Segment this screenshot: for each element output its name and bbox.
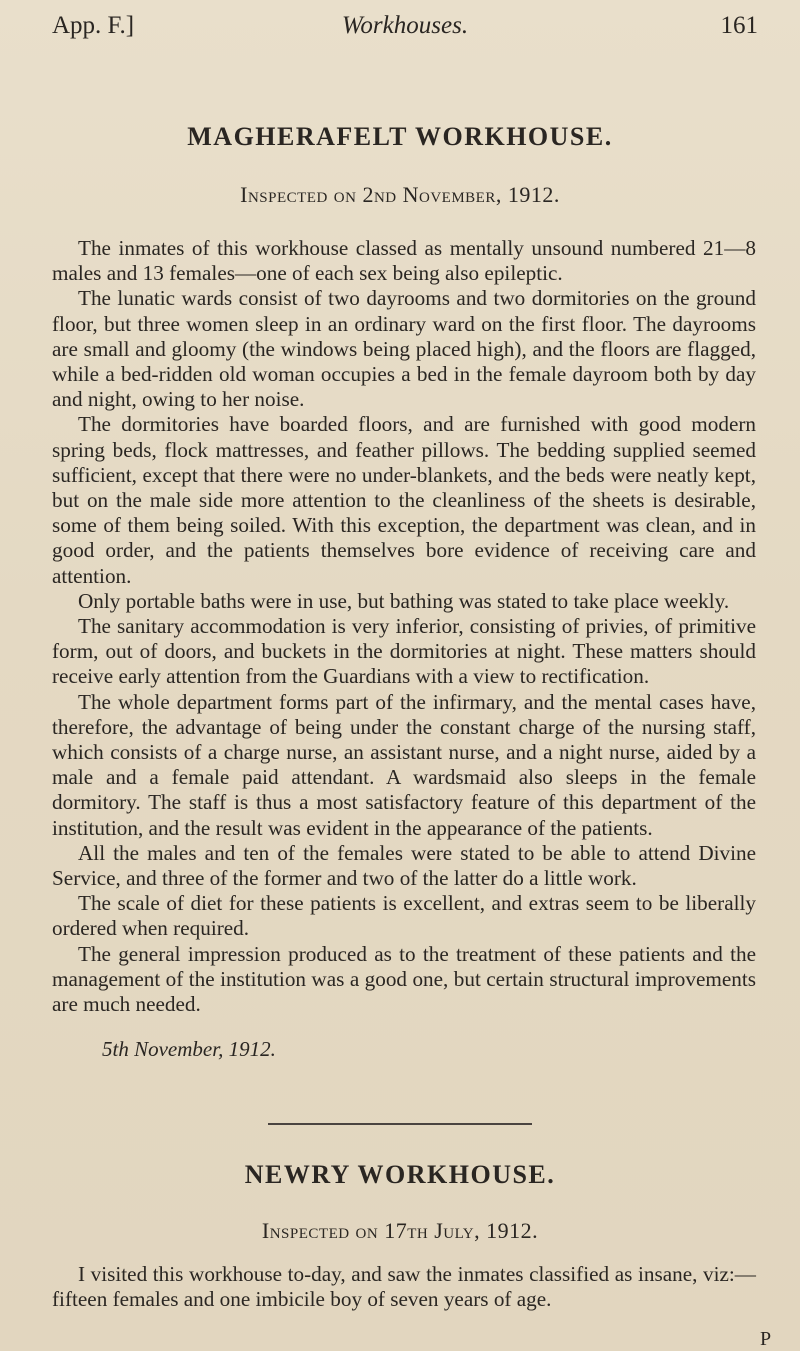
inspection-date-newry: Inspected on 17th July, 1912.	[261, 1218, 539, 1243]
page-number: 161	[720, 12, 758, 39]
section-title-magherafelt: MAGHERAFELT WORKHOUSE.	[187, 122, 613, 151]
paragraph: Only portable baths were in use, but bathing was stated to take place weekly.	[78, 588, 730, 613]
section-title-newry: NEWRY WORKHOUSE.	[244, 1160, 556, 1189]
paragraph: All the males and ten of the females were stated to be able to attend Divine Service, and three of the former and two of the latter do a little work.	[52, 840, 756, 891]
paragraph: I visited this workhouse to-day, and saw the inmates classified as insane, viz:—fifteen females and one imbicile boy of seven years of age.	[52, 1262, 756, 1312]
section-body-magherafelt	[52, 236, 756, 1017]
paragraph: The lunatic wards consist of two dayrooms and two dormitories on the ground floor, but three women sleep in an ordinary ward on the first floor. The dayrooms are small and gloomy (the windows being placed high), and the floors are flagged, while a bed-ridden old woman occupies a bed in the female dayroom both by day and night, owing to her noise.	[52, 286, 756, 412]
inspection-date-magherafelt: Inspected on 2nd November, 1912.	[240, 182, 560, 207]
running-title: Workhouses.	[341, 12, 469, 39]
appendix-reference: App. F.]	[52, 12, 135, 39]
signature-mark: P	[760, 1328, 772, 1350]
report-date-text: 5th November, 1912.	[102, 1037, 276, 1061]
paragraph: The whole department forms part of the infirmary, and the mental cases have, therefore, the advantage of being under the constant charge of the nursing staff, which consists of a charge nurse, an assistant nurse, and a night nurse, aided by a male and a female paid attendant. A wardsmaid also sleeps in the female dormitory. The staff is thus a most satisfactory feature of this department of the institution, and the result was evident in the appearance of the patients.	[52, 689, 756, 840]
paragraph: The sanitary accommodation is very inferior, consisting of privies, of primitive form, out of doors, and buckets in the dormitories at night. These matters should receive early attention from the Guardians with a view to rectification.	[52, 614, 756, 689]
running-head	[52, 12, 758, 46]
section-divider	[268, 1123, 532, 1125]
paragraph: The dormitories have boarded floors, and are furnished with good modern spring beds, flock mattresses, and feather pillows. The bedding supplied seemed sufficient, except that there were no under-blankets, and the beds were neatly kept, but on the male side more attention to the cleanliness of the sheets is desirable, some of them being soiled. With this exception, the department was clean, and in good order, and the patients themselves bore evidence of receiving care and attention.	[52, 412, 756, 588]
paragraph: The scale of diet for these patients is excellent, and extras seem to be liberally ordered when required.	[52, 891, 756, 941]
paragraph: The general impression produced as to the treatment of these patients and the management of the institution was a good one, but certain structural improvements are much needed.	[52, 941, 756, 1017]
report-date	[102, 1037, 276, 1062]
section-body-newry	[52, 1262, 756, 1312]
paragraph: The inmates of this workhouse classed as mentally unsound numbered 21—8 males and 13 females—one of each sex being also epileptic.	[52, 236, 756, 286]
